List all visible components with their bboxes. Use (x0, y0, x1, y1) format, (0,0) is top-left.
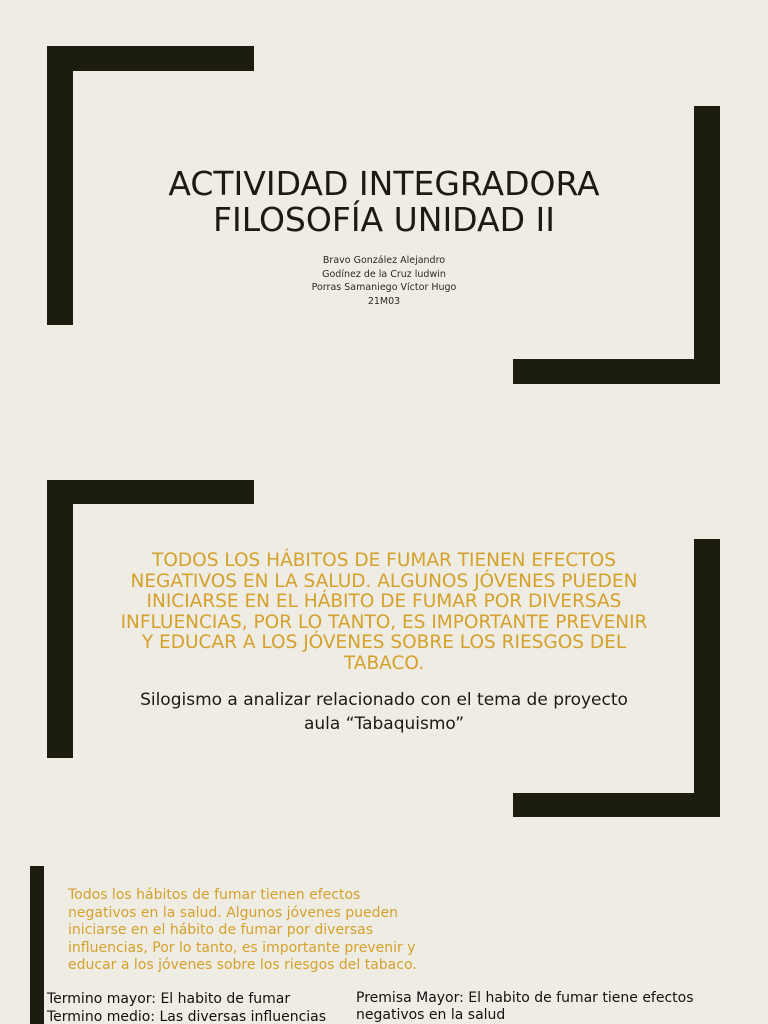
slide1-bracket-top-left-vertical (47, 46, 73, 325)
slide2-bracket-top-left-horizontal (47, 480, 254, 504)
premisa-mayor: Premisa Mayor: El habito de fumar tiene efectos negativos en la salud (356, 990, 694, 1023)
slide2-bracket-bottom-right-vertical (694, 539, 720, 817)
slide1-title (100, 166, 668, 238)
slide2-bracket-top-left-vertical (47, 480, 73, 758)
slide1-bracket-top-left-horizontal (47, 46, 254, 71)
slide2-syllogism: TODOS LOS HÁBITOS DE FUMAR TIENEN EFECTOS NEGATIVOS EN LA SALUD. ALGUNOS JÓVENES PUEDEN INICIARSE EN EL HÁBITO DE FUMAR POR DIVERSAS INFLUENCIAS, POR LO TANTO, ES IMPORTANTE PREVENIR Y EDUCAR A LOS JÓVENES SOBRE LOS RIESGOS DEL TABACO. (120, 550, 648, 674)
slide3-terms (47, 990, 347, 1024)
author-name: Godínez de la Cruz ludwin (322, 268, 446, 280)
slide1-bracket-bottom-right-horizontal (513, 359, 720, 384)
slide1-bracket-bottom-right-vertical (694, 106, 720, 384)
group-code: 21M03 (367, 295, 401, 307)
slide1-title-line1: ACTIVIDAD INTEGRADORA (168, 164, 600, 203)
slide1-title-line2: FILOSOFÍA UNIDAD II (213, 200, 555, 239)
slide3-left-bar (30, 866, 44, 1024)
slide1-authors (200, 254, 568, 308)
termino-mayor: Termino mayor: El habito de fumar (47, 991, 291, 1007)
author-name: Porras Samaniego Víctor Hugo (311, 282, 457, 293)
slide2-bracket-bottom-right-horizontal (513, 793, 720, 817)
slide2-caption: Silogismo a analizar relacionado con el tema de proyecto aula “Tabaquismo” (140, 690, 628, 734)
termino-medio: Termino medio: Las diversas influencias (47, 1009, 327, 1024)
author-name: Bravo González Alejandro (322, 255, 446, 266)
slide3-syllogism: Todos los hábitos de fumar tienen efectos negativos en la salud. Algunos jóvenes pueden iniciarse en el hábito de fumar por diversas influencias, Por lo tanto, es importante prevenir y educar a los jóvenes sobre los riesgos del tabaco. (68, 887, 417, 973)
